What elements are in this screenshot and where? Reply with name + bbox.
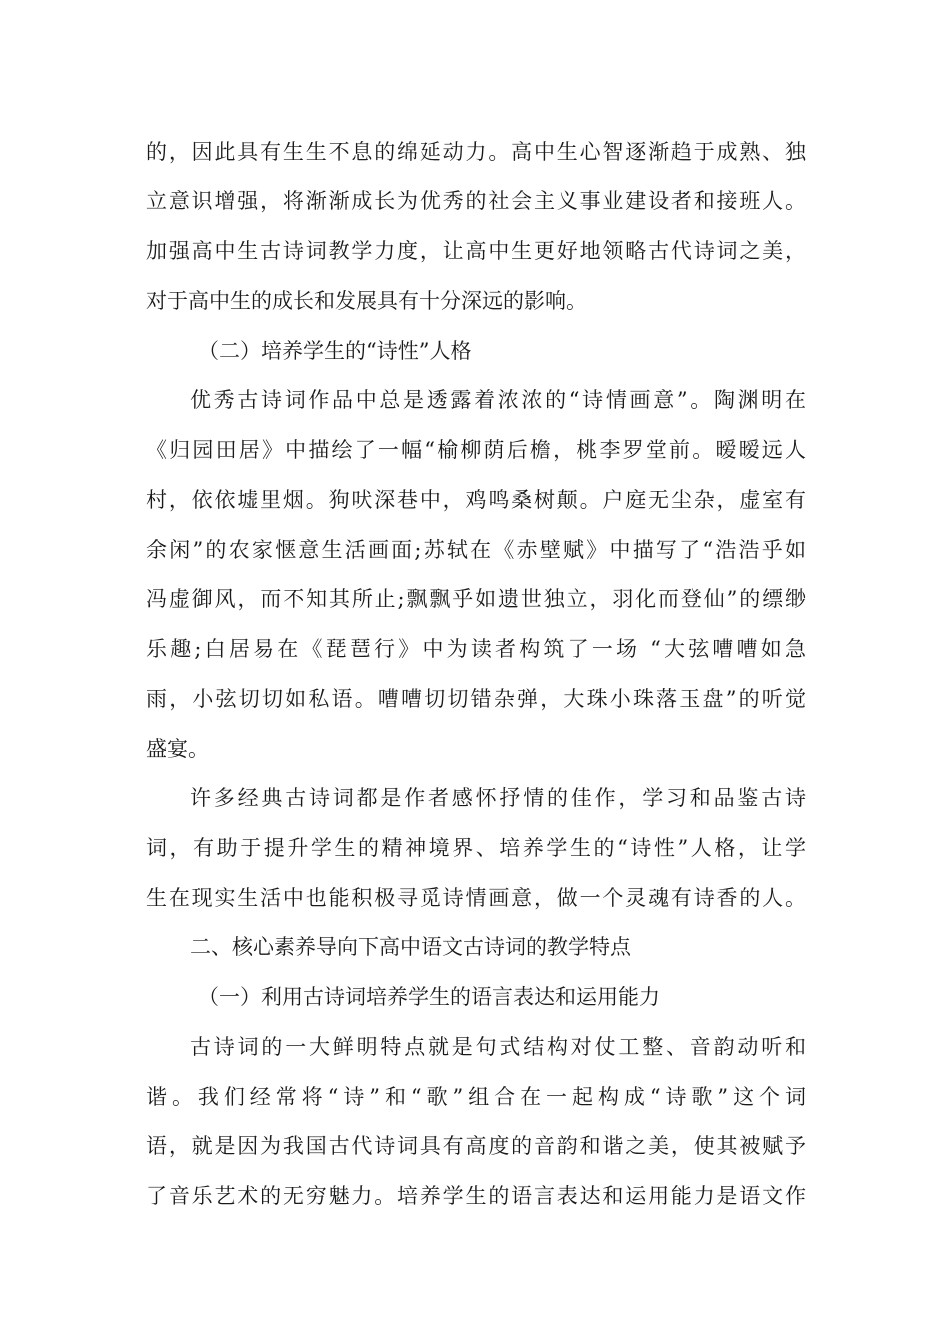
paragraph-line: 对于高中生的成长和发展具有十分深远的影响。 — [146, 289, 587, 313]
paragraph-line: 盛宴。 — [146, 737, 209, 761]
paragraph-line: 立意识增强，将渐渐成长为优秀的社会主义事业建设者和接班人。 — [146, 189, 806, 213]
paragraph-line: 加强高中生古诗词教学力度，让高中生更好地领略古代诗词之美， — [146, 239, 806, 263]
paragraph-line: 乐趣;白居易在《琵琶行》中为读者构筑了一场 “大弦嘈嘈如急 — [146, 637, 806, 661]
paragraph-line: 村，依依墟里烟。狗吠深巷中，鸡鸣桑树颠。户庭无尘杂，虚室有 — [146, 488, 806, 512]
paragraph-line: 的，因此具有生生不息的绵延动力。高中生心智逐渐趋于成熟、独 — [146, 140, 806, 164]
paragraph-line: 雨，小弦切切如私语。嘈嘈切切错杂弹，大珠小珠落玉盘”的听觉 — [146, 687, 806, 711]
paragraph-line: 词，有助于提升学生的精神境界、培养学生的“诗性”人格，让学 — [146, 836, 806, 860]
section-heading: 二、核心素养导向下高中语文古诗词的教学特点 — [190, 935, 631, 959]
paragraph-line: 了音乐艺术的无穷魅力。培养学生的语言表达和运用能力是语文作 — [146, 1184, 806, 1208]
paragraph-line: 余闲”的农家惬意生活画面;苏轼在《赤壁赋》中描写了“浩浩乎如 — [146, 538, 806, 562]
paragraph-line: 古诗词的一大鲜明特点就是句式结构对仗工整、音韵动听和 — [190, 1035, 806, 1059]
paragraph-line: 《归园田居》中描绘了一幅“榆柳荫后檐，桃李罗堂前。暧暧远人 — [146, 438, 806, 462]
paragraph-line: 优秀古诗词作品中总是透露着浓浓的“诗情画意”。陶渊明在 — [190, 388, 806, 412]
paragraph-line: 许多经典古诗词都是作者感怀抒情的佳作，学习和品鉴古诗 — [190, 786, 806, 810]
section-subheading: （二）培养学生的“诗性”人格 — [198, 339, 472, 363]
paragraph-line: 语，就是因为我国古代诗词具有高度的音韵和谐之美，使其被赋予 — [146, 1134, 806, 1158]
paragraph-line: 冯虚御风，而不知其所止;飘飘乎如遗世独立，羽化而登仙”的缥缈 — [146, 587, 806, 611]
paragraph-line: 谐。我们经常将“诗”和“歌”组合在一起构成“诗歌”这个词 — [146, 1085, 806, 1109]
paragraph-line: 生在现实生活中也能积极寻觅诗情画意，做一个灵魂有诗香的人。 — [146, 886, 806, 910]
section-subheading: （一）利用古诗词培养学生的语言表达和运用能力 — [198, 985, 660, 1009]
